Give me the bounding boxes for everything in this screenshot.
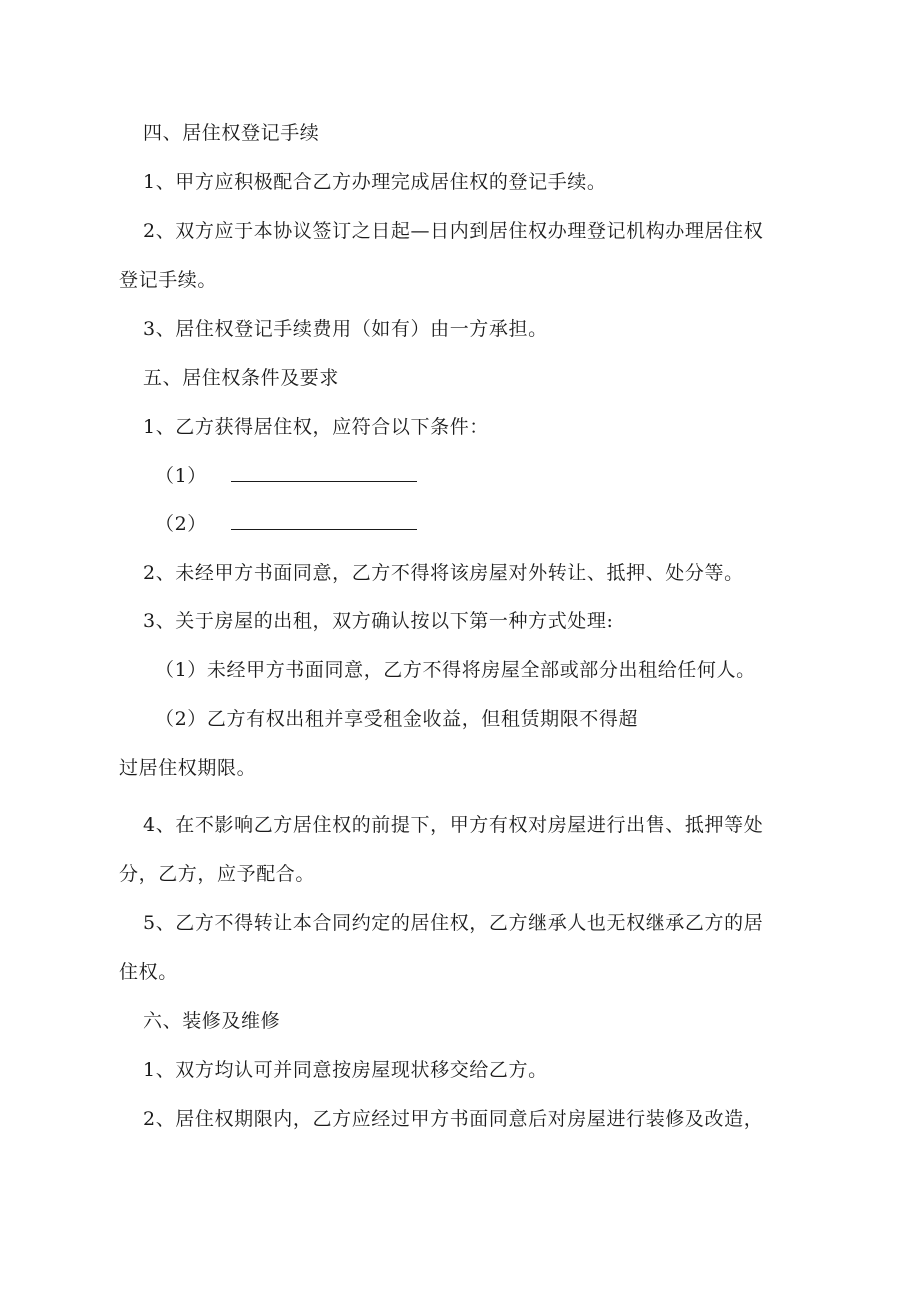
section-5-item-3-option-1: （1）未经甲方书面同意，乙方不得将房屋全部或部分出租给任何人。 <box>155 659 756 681</box>
condition-2 <box>155 512 417 536</box>
section-4-item-2-line-1: 2、双方应于本协议签订之日起—日内到居住权办理登记机构办理居住权 <box>143 220 764 242</box>
section-5-item-3: 3、关于房屋的出租，双方确认按以下第一种方式处理: <box>143 610 614 632</box>
section-6-item-1: 1、双方均认可并同意按房屋现状移交给乙方。 <box>143 1059 548 1081</box>
section-5-item-4-line-2: 分，乙方，应予配合。 <box>119 863 316 885</box>
section-5-item-3-option-2-line-1: （2）乙方有权出租并享受租金收益，但租赁期限不得超 <box>155 708 639 730</box>
section-5-heading: 五、居住权条件及要求 <box>143 367 340 389</box>
condition-1-label: （1） <box>155 465 207 487</box>
section-6-item-2-line-1: 2、居住权期限内，乙方应经过甲方书面同意后对房屋进行装修及改造， <box>143 1108 764 1130</box>
section-5-item-2: 2、未经甲方书面同意，乙方不得将该房屋对外转让、抵押、处分等。 <box>143 562 744 584</box>
section-5-item-5-line-1: 5、乙方不得转让本合同约定的居住权，乙方继承人也无权继承乙方的居 <box>143 912 764 934</box>
condition-1 <box>155 464 417 488</box>
section-4-item-2-line-2: 登记手续。 <box>119 269 218 291</box>
section-5-item-5-line-2: 住权。 <box>119 961 178 983</box>
section-4-heading: 四、居住权登记手续 <box>143 122 320 144</box>
section-4-item-1: 1、甲方应积极配合乙方办理完成居住权的登记手续。 <box>143 171 607 193</box>
condition-2-label: （2） <box>155 513 207 535</box>
condition-2-blank-line <box>231 515 417 530</box>
section-6-heading: 六、装修及维修 <box>143 1010 281 1032</box>
section-5-item-4-line-1: 4、在不影响乙方居住权的前提下，甲方有权对房屋进行出售、抵押等处 <box>143 814 764 836</box>
section-5-item-3-option-2-line-2: 过居住权期限。 <box>119 757 257 779</box>
condition-1-blank-line <box>231 467 417 482</box>
section-4-item-3: 3、居住权登记手续费用（如有）由一方承担。 <box>143 318 548 340</box>
section-5-item-1: 1、乙方获得居住权，应符合以下条件： <box>143 416 489 438</box>
